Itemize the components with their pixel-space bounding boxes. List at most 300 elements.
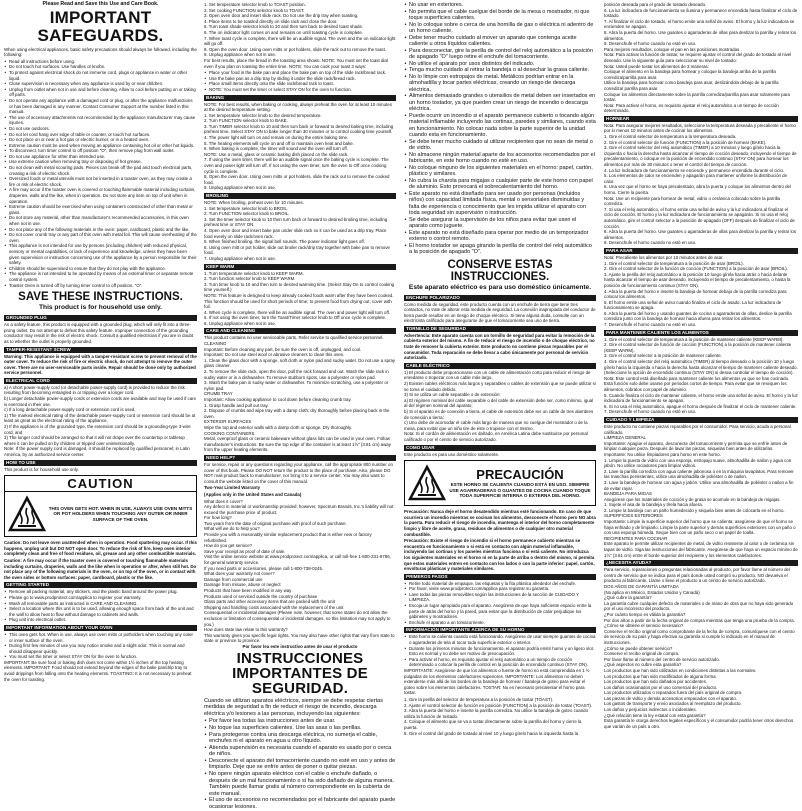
caution-note-1: Caution: Do not leave oven unattended when in operation. Food spattering may occur. If this happens, unplug unit but DO NOT open door. To reduce the risk of fire, keep oven interior completely clean and free of food residues, oil, grease and any other combustible materials. [4, 540, 197, 557]
keep-warm-step: 5. If not using the oven timer, turn the Toast/Timer selector knob to Off once cycle is complete. [204, 315, 387, 321]
spanish-safeguard-item: • Este aparato no está diseñado para ser usado por personas (incluidos niños) con capacidad limitada física, mental o sensoriales disminuidas y falta de experiencia o conocimiento que les impida utilizar el aparato con toda seguridad sin supervisión o instrucción. [409, 191, 596, 217]
ayuda-line: Los daños y perjuicios indirectos o incidentales. [604, 707, 697, 713]
spanish-safeguard-item: • Este aparato no está diseñado para operar por medio de un temporizador externo o control remoto. [409, 230, 596, 243]
broiling-step: 3. Set the timer selector knob to 10 then turn back or forward to desired broiling time, including preheat time or STAY ON. [204, 216, 388, 228]
warranty-line: What does your warranty not cover? [204, 571, 275, 577]
caution-title: CAUTION [5, 476, 196, 492]
cord-paragraph: b) Longer detachable power-supply cords or extension cords are available and may be used if care is exercised in their use. [4, 396, 197, 407]
warranty-line: Consequential or incidental damages (Please note, however, that some states do not allow the exclusion or limitation of consequential or incidental damages, so this limitation may not apply to you.) [204, 610, 391, 627]
spanish-safeguard-item: • Se debe asegurar la supervisión de los niños para evitar que usen el aparato como juguete. [409, 217, 596, 230]
spanish-safeguard-item: • No lo limpie con estropajos de metal. Metálicos podrían entrar en la almohadilla y tocar partes eléctricas, creando un riesgo de descarga eléctrica. [409, 74, 596, 94]
spanish-safeguards-cont [404, 2, 596, 256]
hornear-step: 7. Si usa el reloj automático, el horno emite una señal de aviso y la luz indicadora al finalizar el ciclo de cocción. El horno y la luz indicadora de funcionamiento se apagarán. Si no usa el reloj automático, gire el control selector a la posición de apagado (OFF) después de finalizar el ciclo de cocción. [604, 206, 795, 229]
tostar-step: 3. Abra la puerta del horno e inserte la parrilla corrediza. No utilice la bandeja de goteo cuando utiliza la función de tostado. [404, 708, 589, 719]
need-help-heading: NEED HELP? [204, 455, 396, 461]
toast-method-item: • Place small items directly onto the slide rack/bread rack to toast. [209, 81, 396, 87]
caliente-step: 4. Gire el control selector del reloj automático (TIMER) al tiempo deseado o la posición 10 y luego gírelo hacia la izquierda o hacia la derecha hasta alcanzar el tiempo de mantener caliente deseado. (Seleccione la opción de encendido continuo (STAY ON) si desea controlar el tiempo de cocción). [604, 359, 798, 376]
keep-warm-heading: KEEP WARM [204, 264, 396, 270]
toast-step: 3. Open oven door and insert slide rack. Do not use the drip tray when toasting. [204, 13, 359, 19]
safeguard-item: • Do not use appliance for other than intended use. [9, 154, 197, 160]
warranty-line: This warranty gives you specific legal rights. You may also have other rights that vary from state to state or province to province. [204, 632, 395, 644]
safeguard-item: • The use of accessory attachments not recommended by the appliance manufacturer may cause injuries. [9, 115, 197, 126]
tamper-screw-text: Warning: This appliance is equipped with a tamper-resistant screw to prevent removal of the outer cover. To reduce the risk of fire or electric shock, do not attempt to remove the outer cover. There are no user-serviceable parts inside. Repair should be done only by authorized service personnel. [4, 353, 197, 376]
tostar-line: 6. La luz indicadora de funcionamiento se ilumina y permanece encendida hasta finalizar el ciclo de tostado. [604, 7, 798, 19]
hot-surface-warning-icon [7, 494, 47, 534]
cuidado-paragraph: 2. Lave la parrilla corrediza con agua caliente jabonosa o en la máquina lavaplatos. Para remover las manchas persistentes, utilice una almohadilla de poliéster o de nailon. [604, 468, 794, 480]
warranty-line: Glass parts and other accessory items that are packed with the unit [204, 599, 335, 605]
ayuda-line: Los productos que han sido utilizados en condiciones distintas a las normales. [604, 667, 757, 673]
toast-step: 1. Set temperature selector knob to TOAST position. [204, 2, 306, 7]
spanish-safeguard-item: • No toque las superficies calientes. Use las asas o las perillas. [209, 725, 396, 732]
care-paragraph: CLEANING [204, 341, 227, 347]
care-paragraph: Metal, ovenproof glass or ceramic bakeware without glass lids can be used in your oven. Follow manufacturer's instructions. Be sure the top edge of the container is at least 1½" (3.81 cm) away from the upper heating elements. [204, 436, 391, 453]
toast-methods-list [204, 70, 396, 92]
important-safeguards-title: IMPORTANT SAFEGUARDS. [37, 7, 164, 45]
cord-paragraph: 2) If the appliance is of the grounded type, the extension cord should be a grounding-type 3-wire cord, and [4, 424, 191, 435]
spanish-safeguard-item: • No lo coloque sobre o cerca de una hornilla de gas o eléctrica ni adentro de un horno caliente. [409, 22, 596, 35]
como-usar-heading: COMO USAR [404, 445, 596, 451]
hot-surface-warning-icon [407, 463, 447, 503]
toast-method-item: • NOTE: You must set the timer or select STAY ON for the oven to function. [209, 87, 396, 93]
safeguard-item: • Do not use outdoors. [9, 126, 197, 132]
care-paragraph: COOKING CONTAINERS [204, 430, 255, 436]
spanish-safeguard-item: • Para desconectar, gire la perilla de control del reloj automático a la posición de apagado "O" luego retire el enchufe del tomacorriente. [409, 48, 596, 61]
spanish-safeguard-item: • Debe tener mucho cuidado al mover un aparato que contenga aceite caliente u otros líquidos calientes. [409, 35, 596, 48]
hornear-step: 8. Abra la puerta del horno. Use guantes o agarraderas de ollas para deslizar la parrilla y retirar los alimentos. [604, 229, 797, 240]
broiling-steps [204, 200, 396, 262]
hornear-heading: HORNEAR [604, 116, 798, 122]
caution-message: THIS OVEN GETS HOT. WHEN IN USE, ALWAYS USE OVEN MITTS OR POT HOLDERS WHEN TOUCHING ANY OUTER OR INNER SURFACE OF THE OVEN. [48, 505, 193, 522]
warranty-heading: Two-Year Limited Warranty [204, 485, 261, 491]
cable-paragraph: 1) El producto debe proporcionarse con un cable de alimentación corto para reducir el riesgo de enredarse o tropezar con un cable más largo. [404, 369, 591, 381]
safeguard-item: • Children should be supervised to ensure that they do not play with the appliance. [9, 266, 197, 272]
caution-box [4, 475, 197, 537]
cord-paragraph: Note: If the power supply cord is damaged, it should be replaced by qualified personnel; in Latin America, by an authorized service center. [4, 446, 190, 457]
hornear-step: 6. Una vez que el horno se haya precalentado, abra la puerta y coloque los alimentos dentro del horno. Cierre la puerta. [604, 184, 791, 195]
spanish-safeguard-item: • Tenga mucho cuidado al retirar la bandeja o al desechar la grasa caliente. [409, 67, 596, 74]
cuidado-paragraph: Importante: Limpie la superficie superior del horno que se calienta; asegúrese de que el horno se haya enfriado y de limpiarlo. Limpie la parte superior y demás superficies exteriores con un paño o con una esponja húmeda. Seque bien con un paño seco o un papel de toalla. [604, 519, 796, 536]
getting-started-item: • Please go to www.prodprotect.com/applica to register your warranty. [9, 595, 197, 601]
spanish-safeguard-item: • Para protegerse contra una descarga eléctrica, no sumerja el cable, enchufes ni el aparato en agua u otro líquido. [209, 732, 396, 745]
toast-method-item: • Place your food in the bake pan and place the bake pan on top of the slide rack/bread rack. [209, 70, 396, 76]
asar-step: 6. Abra la puerta del horno y usando guantes de cocina o agarraderas de ollas, deslice la parrilla corrediza junto con la bandeja de hornear hacia afuera para retirar los alimentos. [604, 310, 792, 322]
info-importante-item: • Para activar el horno, es requisito ajustar el reloj automático a un tiempo de cocción determinado o colocar la perilla de control en la posición de encendido continuo (STAY ON). [409, 657, 596, 668]
care-paragraph: 1. Clean the glass door with a sponge, soft cloth or nylon pad and sudsy water. Do not use a spray glass cleaner. [204, 357, 396, 369]
tostar-steps [404, 697, 596, 736]
warranty-line: How does state law relate to this warranty? [204, 627, 288, 633]
tostar-line: 7. Al finalizar el ciclo de tostado, el horno emite una señal de aviso. El horno y la luz indicadora se encienden se apagan. [604, 18, 795, 30]
broiling-step: NOTE: When broiling, preheat oven for 10 minutes. [204, 200, 304, 205]
safeguard-item: • Do not place any of the following materials in the oven: paper, cardboard, plastic and the like. [9, 227, 197, 233]
spanish-safeguard-item: • No usar en exteriores. [409, 2, 596, 9]
info-importante-list [404, 634, 596, 668]
cord-paragraph: 3) The longer cord should be arranged so that it will not drape over the countertop or tabletop where it can be pulled on by children or tripped over unintentionally. [4, 435, 185, 446]
spanish-safeguard-item: • No opere ningún aparato eléctrico con el cable o enchufe dañado, o después de un mal funcionamiento o si ha sido dañado de alguna manera. También puede llamar gratis al número correspondiente en la cubierta de este manual. [209, 771, 396, 797]
getting-started-item: • Plug unit into electrical outlet. [9, 617, 197, 623]
ayuda-line: Los daños ocasionados por el uso comercial del producto. [604, 684, 718, 690]
hornear-steps [604, 123, 798, 246]
warranty-line: What does it cover? [204, 498, 243, 504]
spanish-safeguard-item: • No permita que el cable cuelgue del borde de la mesa o mostrador, ni que toque superficies calientes. [409, 9, 596, 22]
ayuda-line: Por favor llame al número del centro de servicio autorizado. [604, 656, 720, 662]
safeguard-item: • To disconnect, turn timer control to off position "O", then remove plug from wall outlet. [9, 148, 197, 154]
warranty-line: Any defect in material or workmanship provided; however, Spectrum Brands, Inc.'s liability will not exceed the purchase price of product. [204, 504, 394, 515]
baking-step: 6. When baking is complete, the timer will sound and the oven will turn off. [204, 146, 348, 152]
ayuda-line: ¿Qué cubre la garantía? [604, 595, 652, 601]
ayuda-line: Para servicio, reparaciones o preguntas relacionadas al producto, por favor llame al número del centro de servicio que se indica para el país donde usted compró su producto. NO devuelva el producto al fabricante. Llame o lleve el producto a un centro de servicio autorizado. [604, 567, 790, 584]
info-importante-tail: IMPORTANTE: Asegúrese de que los alimentos o fuente de horno no está comprendida en 1 ½ pulgadas de los elementos calefactores superiores. IMPORTANTE: Los alimentos no deben extenderse más allá de los bordes de la bandeja de hornear / bandeja de goteo para evitar el goteo sobre los elementos calefactores. TOSTAR: No es necesario precalentar el horno para tostar. [404, 668, 590, 696]
baking-steps [204, 102, 396, 192]
care-paragraph: 2. To remove the slide rack, open the door, pull the rack forward and out. Wash the slide rack in sudsy water or in a dishwasher. To remove stubborn spots, use a polyester or nylon pad. [204, 369, 389, 380]
conserve-instructions-title: CONSERVE ESTAS INSTRUCCIONES. [447, 258, 553, 283]
ayuda-line: Las piezas de vidrio y demás accesorios empacados con el aparato. [604, 695, 738, 701]
toast-step: 9. Unplug appliance when not in use. [204, 52, 277, 58]
hornear-step: 4. La luz indicadora de funcionamiento se enciende y permanece encendida durante el ciclo. [604, 167, 785, 173]
cable-note: Nota: Si el cordón de alimentación es dañado, en América Latina debe sustituirse por personal calificado o por el centro de servicio autorizado. [404, 431, 588, 442]
caliente-step: 7. Desenchufe el horno cuando no esté en uso. [604, 409, 697, 415]
tostar-line: Nota: Para activar la función de tostar, se requiere ajustar el control del grado de tostado al nivel deseado. Use la siguiente guía para seleccionar su nivel de tostado: [604, 52, 792, 63]
important-info-list [4, 632, 197, 660]
cord-paragraph: 1) The marked electrical rating of the detachable power-supply cord or extension cord should be at least as great as the electrical rating of the appliance, [4, 412, 196, 424]
hornear-step: 3. Gire el control selector del reloj automático (TIMER) a 10 minutos y luego gírelo hacia la izquierda o hacia la derecha hasta alcanzar el tiempo de cocción deseado, incluyendo el tiempo de precalentamiento, o coloque en la posición de encendido continuo (STAY ON) para hornear los alimentos por más de 30 minutos o tener el control del tiempo de cocción. [604, 145, 797, 168]
tostar-line: Nota: Usted puede tostar los alimentos de 3 maneras: [604, 63, 709, 69]
ayuda-line: La garantía cubre cualquier defecto de materiales o de mano de obra que no haya sido generado por el uso incorrecto del producto. [604, 600, 794, 612]
cable-paragraph: b) Si el aparato es de conexión a tierra, el cable de extensión debe ser un cable de tres alambres de conexión a tierra; [404, 409, 594, 420]
primeros-pasos-item: • Retire todo material de empaque, las etiquetas y la fita plástica alrededor del enchufe. [409, 581, 596, 587]
ayuda-line: ¿Cómo se puede obtener servicio? [604, 645, 673, 651]
safeguard-item: • Use extreme caution when removing tray or disposing of hot grease. [9, 159, 197, 165]
hornear-step: Nota: Para asegurar mejores resultados, seleccione la temperatura deseada y precaliente el horno por lo menos 10 minutos antes de cocinar los alimentos. [604, 122, 796, 134]
para-asar-steps [604, 255, 798, 328]
baking-step: 4. The power light will turn on and remain on during the entire baking time. [204, 135, 349, 141]
asar-step: 7. Desenchufe el horno cuando no esté en uso. [604, 322, 697, 328]
cuidado-paragraph: Importante: No utilice limpiadores para horno en este horno. [604, 451, 721, 457]
safeguard-item: • Do not place on or near a hot gas or electric burner, or in a heated oven. [9, 137, 197, 143]
keep-warm-step: 3. Turn timer knob to 10 and then turn to desired warming time. (Select Stay On to control cooking time yourself.) [204, 281, 395, 293]
broiling-step: 2. Turn FUNCTION selector knob to BROIL. [204, 211, 290, 217]
baking-step: 5. The heating elements will cycle on and off to maintain oven heat and bake. [204, 140, 354, 146]
tostar-step: 5. Gire el control del grado de tostado al nivel 10 y luego gírelo hacia la izquierda hasta la [404, 730, 579, 736]
care-paragraph: CRUMB TRAY [204, 391, 233, 397]
caliente-step: 5. Cuando finaliza el ciclo de mantener caliente, el horno emite una señal de aviso. El horno y la luz indicadora de funcionamiento se apagan. [604, 392, 798, 404]
tornillo-text: Advertencia: Este aparato cuenta con un tornillo de seguridad para evitar la remoción de la cubierta exterior del mismo. A fin de reducir el riesgo de incendio o de choque eléctrico, no trate de remover la cubierta exterior. Este producto no contiene piezas reparables por el consumidor. Toda reparación se debe llevar a cabo únicamente por personal de servicio autorizado. [404, 332, 595, 361]
warranty-line: Products used or serviced outside the country of purchase [204, 593, 318, 599]
household-use-note: This product is for household use only. [39, 304, 162, 312]
hornear-step: 1. Gire el control selector de temperatura a la temperatura deseada. [604, 134, 737, 140]
asar-step: 5. El horno emite una señal de aviso cuando finaliza el ciclo de asado. La luz indicadora de funcionamiento se apaga. [604, 299, 782, 311]
toasting-notes: For best results, place the bread in the toasting area shown. NOTE: You must set the toast dial even if you plan on toasting the entire time. NOTE: You can cook your toast 3 ways: [204, 57, 388, 69]
ayuda-line: ¿Por cuánto tiempo es válida la garantía? [604, 611, 686, 617]
safeguard-item: • Do not operate any appliance with a damaged cord or plug, or after the appliance malfunctions or has been damaged in any manner. Contact Consumer Support at the number listed in this manual. [9, 98, 197, 115]
care-paragraph: Important: Allow cooking appliance to cool down before cleaning crumb tray. [204, 397, 352, 402]
keep-warm-step: 2. Turn function selector knob to KEEP WARM. [204, 276, 296, 282]
spanish-safeguards-list [204, 718, 396, 810]
tostar-line: Nota: Para activar el horno, es requisito ajustar el reloj automático a un tiempo de cocción determinado. [604, 102, 779, 114]
toast-step: 2. Set cooking FUNCTION selector knob to TOAST. [204, 7, 305, 13]
cuidado-paragraph: 1. Sujete el asa de la bandeja y tírela hacia afuera. [604, 502, 703, 508]
ayuda-line: (No aplica en México, Estados Unidos y Canadá) [604, 589, 700, 595]
primeros-pasos-list [404, 581, 596, 626]
baking-step: 2. Turn FUNCTION selector knob to BAKE. [204, 118, 288, 124]
baking-step: 9. Unplug appliance when not in use. [204, 185, 277, 191]
mantener-caliente-heading: PARA MANTENER CALIENTE LOS ALIMENTOS [604, 330, 798, 336]
getting-started-heading: GETTING STARTED [4, 582, 197, 588]
necesita-ayuda-text [604, 567, 798, 729]
warranty-line: Visit the online service website at www.prodprotect.com/applica, or call toll-free 1-800-231-9786, for general warranty service. [204, 554, 391, 566]
safeguard-item: • This appliance is not intended for use by persons (including children) with reduced physical, sensory or mental capabilities, or lack of experience and knowledge, unless they have been given supervision or instruction concerning use of the appliance by a person responsible for their safety. [9, 243, 197, 265]
warranty-line: Shipping and handling costs associated with the replacement of the unit [204, 604, 344, 610]
column-3-spanish-safeguards [404, 2, 596, 800]
safeguard-item: • The appliance is not intended to be operated by means of an external timer or separate remote control system. [9, 271, 197, 282]
baking-step: 7. If using the oven timer, there will be an audible signal once the baking cycle is complete. The oven and power light will turn off. If not using the oven timer, turn the oven to Off once cooking cycle is complete. [204, 157, 389, 174]
how-to-use-text: This product is for household use only. [4, 466, 79, 472]
spanish-safeguard-item: • No almacene ningún material aparte de los accesorios recomendados por el fabricante, en este horno cuando no esté en uso. [409, 152, 596, 165]
warranty-line: What will we do to help you? [204, 526, 260, 532]
care-cleaning-heading: CARE AND CLEANING [204, 328, 396, 334]
cable-paragraph: 2) Existen cables eléctricos más largos y separables o cables de extensión que se puede utilizar si se toma el cuidado debido. [404, 381, 596, 392]
tostar-line: Para mejores resultados, coloque el pan en las posiciones mostradas. [604, 46, 741, 52]
safeguard-item: • Unplug from outlet when not in use and before cleaning. Allow to cool before putting on or taking off parts. [9, 87, 197, 98]
broiling-step: 1. Set temperature selector knob to BROIL. [204, 205, 289, 211]
spanish-safeguard-item: • Desconecte el aparato del tomacorriente cuando no esté en uso y antes de limpiarlo. Deje que se enfríe antes de poner o quitar piezas. [209, 758, 396, 771]
care-paragraph: This product contains no user serviceable parts. Refer service to qualified service personnel. [204, 335, 384, 341]
broiling-step: 7. Unplug appliance when not in use. [204, 255, 277, 261]
care-paragraph: Wipe the top and exterior walls with a damp cloth or sponge. Dry thoroughly. [204, 424, 353, 430]
cuidado-paragraph: SUPERFICIES EXTERIORES [604, 513, 663, 519]
safeguard-item: • To protect against electrical shock do not immerse cord, plugs or appliance in water or other liquid. [9, 70, 197, 81]
tostar-line: Coloque el alimento en la bandeja para hornear y coloque la bandeja arriba de la parrilla corrediza/parrilla para asar. [604, 69, 776, 80]
column-2-operating-instructions [204, 2, 396, 811]
primeros-pasos-item: • Escoja un lugar apropiado para el aparato. Asegúrese de que haya suficiente espacio entre la parte de atrás del horno y la pared, para evitar que la distribución de calor perjudique los gabinetes y mostradores. [409, 603, 596, 620]
warranty-line: Provide you with a reasonably similar replacement product that is either new or factory refurbished. [204, 532, 372, 543]
info-importante-heading: INFORMACIÓN IMPORTANTE ACERCA DE SU HORNO [404, 627, 596, 633]
column-1-english-safeguards [4, 2, 197, 800]
como-usar-text: Este producto es para uso doméstico solamente. [404, 451, 500, 457]
caliente-step: 6. Si no usa el reloj automático, apague el horno después de finalizar el ciclo de mantener caliente. [604, 403, 797, 409]
spanish-safeguard-item: • Se debe tener mucho cuidado al utilizar recipientes que no sean de metal o de vidrio. [409, 139, 596, 152]
asar-step: 1. Gire el control selector de temperatura a la posición de asar (BROIL). [604, 260, 744, 266]
enchufe-polarizado-heading: ENCHUFE POLARIZADO [404, 295, 596, 301]
hornear-step: 2. Gire el control selector de función (FUNCTION) a la posición de hornear (BAKE). [604, 139, 767, 145]
baking-step: NOTE: For best results, when baking or cooking, always preheat the oven for at least 10 minutes at the desired temperature setting. [204, 101, 392, 113]
care-paragraph: Important: Do not use steel wool or abrasive cleaners to clean this oven. [204, 352, 345, 358]
safeguard-item: • Oversized foods or metal utensils must not be inserted in a toaster oven, as they may create a fire or risk of electric shock. [9, 176, 197, 187]
caliente-step: 1. Gire el control selector de temperatura a la posición de mantener caliente (KEEP WARM). [604, 336, 784, 342]
keep-warm-step: NOTE: This feature is designed to keep already cooked foods warm after they have been cooked. [204, 292, 394, 298]
safeguard-item: • Extreme caution should be exercised when using containers constructed of other than metal or glass. [9, 204, 197, 215]
keep-warm-step: 1. Turn temperature selector knob to KEEP WARM. [204, 270, 304, 276]
warranty-line: Damage from commercial use [204, 576, 263, 582]
how-to-use-heading: HOW TO USE [4, 460, 197, 466]
cuidado-paragraph: Asegúrese que los materiales de cocción y de grasa se acumule en la bandeja de migajas. [604, 496, 781, 502]
ayuda-line: Los productos que han sido dañados por accidentes. [604, 679, 708, 685]
asar-step: 2. Gire el control selector de la función de cocción (FUNCTION) a la posición de asar (BROIL). [604, 266, 788, 272]
broiling-heading: BROILING [204, 193, 396, 199]
baking-step: 3. Turn TIMER selector knob to 10 and then turn back or forward to desired baking time, including preheat time. Select STAY ON to bake longer than 30 minutes or to control cooking time yourself. [204, 123, 394, 135]
cord-paragraph: c) If a long detachable power-supply cord or extension cord is used, [4, 407, 136, 413]
primeros-pasos-item: • Enchufe el aparato a un tomacorriente. [409, 620, 596, 626]
toast-step: 7. When toast cycle is complete, there will be an audible signal. The oven and the on indicator light will go off. [204, 35, 396, 47]
baking-step: NOTE: Use a metal, glass or ceramic baking dish placed on the slide rack. [204, 151, 349, 157]
need-help-text: For service, repair or any questions regarding your appliance, call the appropriate 800 number on cover of this book. Please DO NOT return the product to the place of purchase. Also, please DO NOT mail product back to manufacturer, nor bring it to a service center. You may also want to consult the website listed on the cover of this manual. [204, 461, 393, 484]
important-info-item: • You must set the timer or select STAY ON for the oven to function. [9, 654, 197, 660]
spanish-intro: Cuando se utilizan aparatos eléctricos, siempre se debe respetar ciertas medidas de seguridad a fin de reducir el riesgo de incendio, descarga eléctrica y/o lesiones a las personas, incluyendo las siguientes: [204, 697, 384, 717]
warranty-line: Save your receipt as proof of date of sale. [204, 548, 286, 554]
hornear-step: 9. Desenchufe el horno cuando no esté en uso. [604, 240, 697, 246]
tostar-step: 2. Ajuste el control selector de función en posición (FUNCTION) a la posición de tostar (TOAST). [404, 702, 593, 708]
safeguard-item: • Extreme caution must be used when moving an appliance containing hot oil or other hot liquids. [9, 143, 197, 149]
broiling-step: 6. Using oven mitt or pot holder, slide out broiler rack/drip tray together with bake pan to remove food. [204, 244, 390, 256]
tostar-line: Utilice la bandeja para hornear como bandeja para asar, deslizándola debajo de la parrilla corrediza/ parrilla para asar. [604, 80, 779, 91]
electrical-cord-heading: ELECTRICAL CORD [4, 378, 197, 384]
getting-started-item: • Remove all packing material, any stickers, and the plastic band around the power plug. [9, 589, 197, 595]
safeguard-item: • Do not let cord hang over edge of table or counter, or touch hot surfaces. [9, 132, 197, 138]
cord-paragraph: a) A short power-supply cord (or detachable power-supply cord) is provided to reduce the risk resulting from becoming entangled in or tripping over a longer cord. [4, 384, 185, 396]
caliente-step: Nota: Este control está diseñado para mantener caliente los alimentos ya que se han cocinado. Esta función solo debe usarse por periodos cortos de tiempo. Para evitar que se resequen los alimentos, cúbralos con papel de aluminio. [604, 375, 790, 392]
important-info-heading: IMPORTANT INFORMATION ABOUT YOUR OVEN [4, 625, 197, 631]
column-4-spanish-operation [604, 2, 798, 800]
keep-warm-steps [204, 271, 396, 327]
spanish-safeguard-item: • No cubra la charola para migajas o cualquier parte de este horno con papel de aluminio. Esto provocará el sobrecalentamiento del horno. [409, 178, 596, 191]
safeguard-item: • A fire may occur if the toaster oven is covered or touching flammable material including curtains, draperies, walls and the like, when in operation. Do not store any item on top of unit when in operation. [9, 187, 197, 204]
caliente-step: 2. Gire el control selector de función de cocción (FUNCTION) a la posición de mantener caliente (KEEP WARM). [604, 342, 792, 353]
cable-paragraph: a) El régimen nominal del cable separable o del cable de extensión debe ser, como mínimo, igual al del régimen nominal del aparato; [404, 397, 594, 409]
cable-electrico-text [404, 370, 596, 432]
spanish-safeguard-item: • No coloque ninguno de los siguientes materiales en el horno: papel, cartón, plástico y similares. [409, 165, 596, 178]
toast-step: 5. Turn toast shade selector knob to 10 and then turn back to desired toast shade. [204, 24, 364, 30]
tostar-line: 9. Desenchufe el horno cuando no esté en uso. [604, 41, 697, 47]
ayuda-line: ¿Qué aspectos no cubre esta garantía? [604, 662, 682, 668]
info-importante-item: • Durante los primeros minutos de funcionamiento, el aparato podría emitir humo y un ligero olor. Esto es normal y no debe ser motivo de preocupación. [409, 646, 596, 657]
precaucion-box [404, 460, 596, 506]
enchufe-polarizado-text: Como medida de seguridad, este producto cuenta con un enchufe de tierra que tiene tres contactos, no trate de alterar esta medida de seguridad. La conexión inapropiada del conductor de tierra puede resultar en un riesgo de choque eléctrico. Si tiene alguna duda, consulte con un electricista calificado para asegurarse de que el tomacorriente sea uno de tierra. [404, 301, 596, 324]
keep-warm-step: This function should be used for short periods of time; to prevent food from drying out, cover with foil. [204, 298, 392, 310]
ayuda-line: DOS AÑOS DE GARANTÍA LIMITADA [604, 584, 679, 589]
important-info-tail: IMPORTANT: Be sure food or baking dish does not come within 1½ inches of the top heating elements. IMPORTANT: Food should not extend beyond the edges of the bake pan/drip tray to avoid drippings from falling onto the heating elements. TOASTING: It is not necessary to preheat the oven for toasting. [4, 659, 192, 682]
tamper-screw-heading: TAMPER-RESISTANT SCREW [4, 347, 197, 353]
tostar-line: Coloque los alimentos directamente sobre la parrilla corrediza/parrilla para asar solamente para tostar. [604, 91, 790, 103]
read-and-save-note: Please Read and Save this Use and Care Book. [42, 1, 159, 7]
tostar-line: 8. Abra la puerta del horno. Use guantes o agarraderas de ollas para deslizar la parrilla y retirar los alimentos. [604, 29, 797, 41]
spanish-read-note: Por favor lea este instructivo antes de usar el producto [242, 643, 358, 649]
precaucion-note-2: Precaución: Existe el riesgo de incendio si el horno permanece cubierto mientras se encuentra en funcionamiento o si está en contacto con algún material inflamable, incluyendo las cortinas y los paneles mientras funciona o si está caliente. No introduzca los siguientes materiales en el horno ni en la parte de arriba o dentro del mismo, ni permita que estos materiales entren en contacto con los lados o con la parte inferior: papel, cartón, envolturas plásticas y materiales similares. [404, 538, 595, 572]
toast-step: 4. Place items to be toasted directly on slide rack and close the door. [204, 18, 338, 24]
spanish-safeguard-item: • Puede ocurrir un incendio si el aparato permanece cubierto o tocando algún material inflamable incluyendo las cortinas, paredes y similares, cuando esta en funcionamiento. No colocar nada sobre la parte superior de la unidad cuando esta en funcionamiento. [409, 113, 596, 139]
warranty-line: Products that have been modified in any way [204, 588, 292, 593]
grounded-plug-heading: GROUNDED PLUG [4, 315, 197, 321]
spanish-safeguard-item: • El horno tostador se apaga girando la perilla de control del reloj automático a la posición de apagado "O". [409, 243, 596, 256]
spanish-safeguards-title: INSTRUCCIONES IMPORTANTES DE SEGURIDAD. [232, 649, 368, 697]
safeguard-item: • Do not cover crumb tray or any part of this oven with metal foil. This will cause overheating of the oven. [9, 232, 197, 243]
getting-started-item: • Select a location where this unit is to be used, allowing enough space from back of the unit and the wall to allow heat to flow without damage to cabinets and walls. [9, 606, 197, 617]
cable-electrico-heading: CABLE ELÉCTRICO [404, 363, 596, 369]
keep-warm-step: 6. Unplug appliance when not in use. [204, 320, 277, 326]
precaucion-message: ESTE HORNO SE CALIENTA CUANDO ESTÁ EN USO. SIEMPRE USE AGARRADERAS O GUANTES DE COCINA CUANDO TOQUE TODA SUPERFICIE INTERNA O EXTERNA DEL HORNO. [449, 482, 591, 499]
ayuda-line: Conserve el recibo original de compra. [604, 651, 680, 657]
necesita-ayuda-heading: ¿NECESITA AYUDA? [604, 560, 798, 566]
care-paragraph: Important: Before cleaning any part, be sure the oven is off, unplugged, and cool. [204, 346, 362, 352]
warranty-subheading: (Applies only in the United States and Canada) [204, 491, 302, 497]
safeguard-item: • Do not touch hot surfaces. Use handles or knobs. [9, 64, 197, 70]
important-info-item: • This oven gets hot. When in use, always use oven mitts or potholders when touching any outer or inner surface of the oven. [9, 632, 197, 643]
toast-step: 8. Open the oven door. Using oven mitts or pot holders, slide the rack out to remove the toast. [204, 46, 387, 52]
ayuda-line: Los productos utilizados o reparados fuera del país original de compra. [604, 690, 743, 696]
care-paragraph: 3. Wash the bake pan in sudsy water or dishwasher. To minimize scratching, use a polyester or nylon pad. [204, 380, 389, 391]
precaucion-note-1: Precaución: Nunca deje el horno desatendido mientras esté funcionando. En caso de que ocurriera un incendio mientras se cocinan los alimentos, desconecte el horno pero NO abra la puerta. Para reducir el riesgo de incendio, mantenga el interior del horno completamente limpio y libre de aceite, grasa, residuos de alimentos o de cualquier otro material combustible. [404, 509, 596, 537]
ayuda-line: Los gastos de transporte y envío asociados al reemplazo del producto. [604, 701, 742, 707]
cuidado-paragraph: 2. Limpie la bandeja con un paño humedecido y séquela bien antes de colocarla en el horno. [604, 507, 785, 513]
spanish-safeguard-item: • No utilice el aparato por usos distintos del indicado. [409, 61, 596, 68]
warranty-line: Two years from the date of original purchase with proof of such purchase. [204, 520, 347, 526]
tostar-step: 4. Coloque el alimento que se va a tostar directamente sobre la parrilla del horno y cierre la puerta. [404, 719, 582, 730]
precaucion-title: PRECAUCIÓN [476, 467, 564, 483]
baking-step: 8. Open the oven door. Using oven mitts or pot holders, slide the rack out to remove the cooked food. [204, 174, 390, 185]
cuidado-paragraph: LIMPIEZA GENERAL [604, 435, 646, 441]
safeguards-list [4, 59, 197, 288]
cuidado-paragraph: Importante: Apague el aparato, desconecte del tomacorriente y permita que se enfríe antes de limpiar cualquier pieza. Después de lavar las piezas, séquelas bien antes de utilizarlas. [604, 440, 788, 452]
warranty-text [204, 499, 396, 644]
electrical-cord-text [4, 385, 197, 458]
ayuda-line: ¿Cómo se obtiene el servicio necesario? [604, 623, 684, 629]
safeguard-item: • Close supervision is necessary when any appliance is used by or near children. [9, 81, 197, 87]
getting-started-list [4, 589, 197, 623]
cuidado-paragraph: BANDEJA PARA MIGAS [604, 491, 652, 497]
spanish-safeguard-item: • Atienda supervisión es necesaria cuando el aparato es usado por o cerca de niños. [209, 745, 396, 758]
caution-note-2: Caution: A fire may occur if the toaster oven is covered or touching flammable materials including curtains, draperies, walls and the like when in operation or after, when still hot. Do not place any of the following materials in the oven, or on top of the oven, or in contact with the oven sides or bottom surfaces: paper, cardboard, plastic or the like. [4, 557, 197, 580]
care-paragraph: 1. Grasp handle and pull out tray. [204, 402, 269, 408]
primeros-pasos-item: • Lave todas las piezas removibles según las instrucciones de la sección de CUIDADO Y LIMPIEZA. [409, 592, 596, 603]
baking-step: 1. Set temperature selector knob to the desired temperature. [204, 112, 322, 118]
safeguard-item: • Do not clean with metal scouring pads. Pieces can break off the pad and touch electrical parts, creating a risk of electric shock. [9, 165, 197, 176]
warranty-line: For how long? [204, 515, 232, 521]
cuidado-paragraph: Este producto no contiene piezas reparables por el consumidor. Para servicio, acuda a personal calificado. [604, 423, 791, 435]
care-cleaning-text [204, 335, 396, 452]
safeguards-intro: When using electrical appliances, basic safety precautions should always be followed, including the following: [4, 46, 197, 58]
warranty-line: If you need parts or accessories, please call 1-800-738-0245. [204, 565, 324, 571]
safeguard-item: • Read all instructions before using. [9, 59, 197, 65]
caliente-step: 3. Gire el control selector a la posición de mantener caliente. [604, 353, 722, 359]
ayuda-line: Conserve el recibo original como comprobante de la fecha de compra, comuníquese con el centro de servicio de su país y haga efectiva su garantía si cumple lo indicado en el manual de instrucciones. [604, 628, 795, 645]
save-instructions-title: SAVE THESE INSTRUCTIONS. [18, 291, 183, 304]
cuidado-paragraph: Este aparato le permite utilizar recipientes de metal, de vidrio resistente al calor o de cerámica sin tapas de vidrio. Siga las instrucciones del fabricante. Asegúrese de que haya un espacio mínimo de 1½" (3.81 cm) entre el borde superior del recipiente y los elementos calefactores. [604, 541, 798, 558]
ayuda-line: Esta garantía le otorga derechos legales específicos y el consumidor podría tener otros derechos que varían de un país a otro. [604, 718, 794, 729]
spanish-safeguard-item: • Por favor lea todas las instrucciones antes de usar. [209, 718, 396, 725]
ayuda-line: Los productos que han sido modificados de alguna forma. [604, 673, 717, 679]
cuidado-limpieza-text [604, 424, 798, 558]
safeguard-item: • Toaster Oven is turned off by turning timer control to off position, "O". [9, 283, 197, 289]
toast-step: 6. The on indicator light comes on and remains on until toasting cycle is complete. [204, 29, 364, 35]
ayuda-line: ¿Qué relación tiene la ley estatal con esta garantía? [604, 712, 706, 718]
warranty-line: How do you get service? [204, 543, 253, 549]
toasting-steps [204, 2, 396, 58]
asar-step: Nota: Precaliente los alimentos por 10 minutos antes de asar. [604, 254, 724, 260]
cable-paragraph: c) Uno debe de acomodar el cable más largo de manera que no cuelgue del mostrador o de la mesa, para evitar que un niño tire de éste o tropiece con el mismo. [404, 420, 588, 431]
tostar-line: posición deseada para el grado de tostado deseado. [604, 2, 707, 7]
primeros-pasos-item: • Por favor, visite www.prodprotect.com/applica para registrar su garantía. [409, 586, 596, 592]
baking-heading: BAKING [204, 95, 396, 101]
cuidado-paragraph: 3. Lave la bandeja de hornear con agua y jabón. Utilice una almohadilla de poliéster o nailon a fin de evitar rayar. [604, 479, 794, 491]
cuidado-paragraph: RECIPIENTES PARA COCINAR [604, 535, 668, 541]
care-paragraph: EXTERIOR SURFACES [204, 419, 252, 425]
important-info-item: • During first few minutes of use you may notice smoke and a slight odor. This is normal and should disappear quickly. [9, 643, 197, 654]
hornear-step: 5. Los elementos de calor se encienden y apagarán para mantener uniforme la distribución de calor. [604, 173, 788, 184]
cuidado-limpieza-heading: CUIDADO Y LIMPIEZA [604, 417, 798, 423]
grounded-plug-text: As a safety feature, this product is equipped with a grounded plug, which will only fit into a three-prong outlet. Do not attempt to defeat this safety feature. Improper connection of the grounding conductor may result in the risk of electric shock. Consult a qualified electrician if you are in doubt as to whether the outlet is properly grounded. [4, 322, 194, 344]
getting-started-item: • Wash all removable parts as instructed in CARE AND CLEANING. [9, 601, 197, 607]
mantener-caliente-steps [604, 337, 798, 415]
uso-domestico-note: Este aparato eléctrico es para uso doméstico únicamente. [408, 283, 592, 291]
toast-method-item: • Use the bake pan as a drip tray by sliding it under the slide rack/bread rack. [209, 76, 396, 82]
